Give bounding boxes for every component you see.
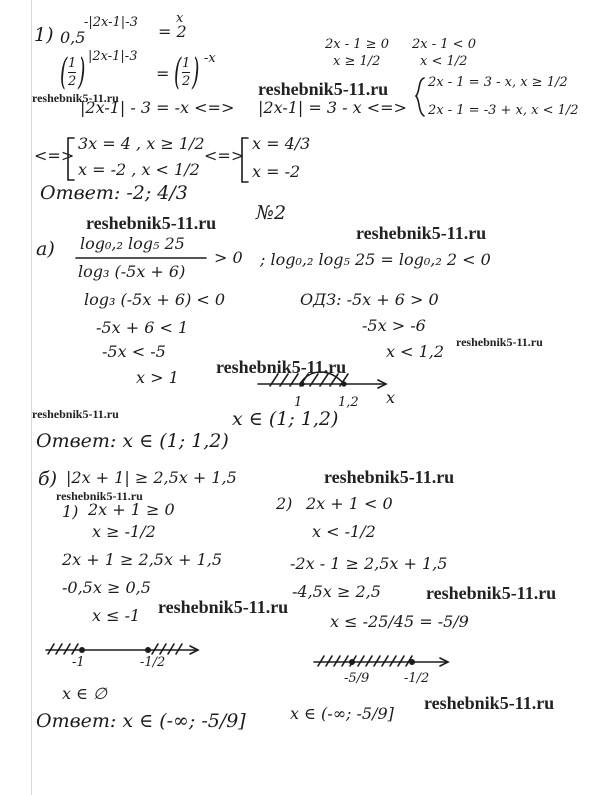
watermark: reshebnik5-11.ru: [56, 489, 143, 503]
problem1-system1-a: 2x - 1 = 3 - x, x ≥ 1/2: [428, 75, 568, 90]
part-b-answer: Ответ: x ∈ (-∞; -5/9]: [36, 710, 246, 732]
part-b-inequality: |2x + 1| ≥ 2,5x + 1,5: [66, 468, 237, 487]
case1-axis-point2: -1/2: [140, 655, 166, 670]
part-a-relation: > 0: [214, 248, 243, 267]
problem1-rhs-exponent: x: [176, 11, 184, 26]
odz-line3: x < 1,2: [386, 342, 445, 361]
case2-line5: x ≤ -25/45 = -5/9: [330, 612, 469, 631]
part-a-line3: -5x < -5: [102, 342, 166, 361]
case2-line3: -2x - 1 ≥ 2,5x + 1,5: [290, 554, 448, 573]
case2-line4: -4,5x ≥ 2,5: [292, 582, 381, 601]
axis-a-variable: x: [386, 388, 396, 407]
case1-line4: -0,5x ≥ 0,5: [62, 578, 151, 597]
problem1-step2-mid: <=>: [204, 146, 245, 165]
axis-a-point2: 1,2: [338, 395, 359, 410]
case1-line1: 2x + 1 ≥ 0: [88, 500, 175, 519]
watermark: reshebnik5-11.ru: [258, 79, 389, 99]
odz-line2: -5x > -6: [362, 316, 426, 335]
problem1-step2-b: x = -2 , x < 1/2: [78, 160, 200, 179]
axis-case2-hatching: [318, 656, 412, 666]
problem1-step3-a: x = 4/3: [252, 134, 311, 153]
part-a-line2: -5x + 6 < 1: [96, 318, 189, 337]
axis-case1-hatching-left: [48, 644, 78, 654]
condition-a1: 2x - 1 ≥ 0: [325, 37, 389, 52]
half-exponent-2: -x: [204, 51, 216, 66]
case2-axis-point1: -5/9: [344, 671, 370, 686]
problem2-number: №2: [256, 202, 287, 224]
case2-line1: 2x + 1 < 0: [306, 494, 393, 513]
axis-a-point1: 1: [294, 395, 303, 410]
watermark: reshebnik5-11.ru: [324, 467, 455, 487]
part-a-denominator: log₃ (-5x + 6): [78, 262, 186, 281]
problem1-answer: Ответ: -2; 4/3: [40, 182, 188, 204]
case1-label: 1): [62, 502, 79, 521]
case2-axis-point2: -1/2: [404, 671, 430, 686]
watermark: reshebnik5-11.ru: [32, 407, 119, 421]
part-a-solution: x ∈ (1; 1,2): [232, 408, 339, 430]
condition-a2: x ≥ 1/2: [333, 54, 381, 69]
condition-b1: 2x - 1 < 0: [412, 37, 476, 52]
problem1-base: 0,5: [60, 28, 86, 47]
watermark: reshebnik5-11.ru: [456, 335, 543, 349]
part-b-label: б): [38, 468, 58, 490]
case2-line2: x < -1/2: [312, 522, 376, 541]
half-fraction-1: 1 2: [68, 56, 77, 89]
case1-axis-point1: -1: [72, 655, 85, 670]
case1-point2-marker: [145, 647, 151, 653]
axis-case1-hatching-right: [152, 644, 182, 654]
system-bracket-1: [416, 78, 424, 116]
paren-open-2: (: [174, 51, 182, 94]
case2-point2-marker: [409, 659, 415, 665]
watermark: reshebnik5-11.ru: [158, 597, 289, 617]
case1-line5: x ≤ -1: [92, 606, 141, 625]
part-a-line4: x > 1: [136, 368, 179, 387]
watermark: reshebnik5-11.ru: [356, 223, 487, 243]
axis-a-point1-marker: [299, 381, 304, 386]
problem1-step2-a: 3x = 4 , x ≥ 1/2: [78, 134, 205, 153]
part-a-numerator: log₀,₂ log₅ 25: [80, 234, 185, 253]
part-a-label: а): [36, 238, 55, 260]
problem1-label: 1): [34, 24, 54, 46]
watermark: reshebnik5-11.ru: [32, 91, 119, 105]
watermark: reshebnik5-11.ru: [426, 583, 557, 603]
paren-close-2: ): [192, 51, 200, 94]
part-a-line1: log₃ (-5x + 6) < 0: [84, 290, 226, 309]
case2-result: x ∈ (-∞; -5/9]: [290, 704, 394, 723]
paren-open-1: (: [60, 51, 68, 94]
problem1-step1-left: |2x-1| - 3 = -x <=>: [80, 98, 235, 117]
half-fraction-2: 1 2: [182, 56, 191, 89]
paren-close-1: ): [78, 51, 86, 94]
problem1-rhs: = 2: [158, 22, 187, 41]
case1-result: x ∈ ∅: [62, 684, 107, 703]
case2-label: 2): [276, 494, 293, 513]
problem1-step3-b: x = -2: [252, 162, 301, 181]
case1-line3: 2x + 1 ≥ 2,5x + 1,5: [62, 550, 223, 569]
watermark: reshebnik5-11.ru: [86, 213, 217, 233]
odz-line1: ОДЗ: -5x + 6 > 0: [300, 290, 439, 309]
half-exponent-1: |2x-1|-3: [88, 49, 138, 64]
equals-sign: =: [156, 64, 170, 83]
union-bracket-2: [242, 138, 248, 182]
problem1-system1-b: 2x - 1 = -3 + x, x < 1/2: [428, 103, 579, 118]
axis-a-point2-marker: [341, 381, 346, 386]
condition-b2: x < 1/2: [420, 54, 468, 69]
union-bracket-1: [68, 138, 74, 180]
problem1-step2-equiv: <=>: [34, 146, 75, 165]
problem1-step1-mid: |2x-1| = 3 - x <=>: [258, 98, 407, 117]
part-a-side-note: ; log₀,₂ log₅ 25 = log₀,₂ 2 < 0: [260, 250, 491, 269]
case1-point1-marker: [79, 647, 85, 653]
case2-point1-marker: [349, 659, 355, 665]
case1-line2: x ≥ -1/2: [92, 522, 156, 541]
problem1-exponent: -|2x-1|-3: [84, 15, 138, 30]
watermark: reshebnik5-11.ru: [216, 357, 347, 377]
part-a-answer: Ответ: x ∈ (1; 1,2): [36, 430, 229, 452]
watermark: reshebnik5-11.ru: [424, 693, 555, 713]
